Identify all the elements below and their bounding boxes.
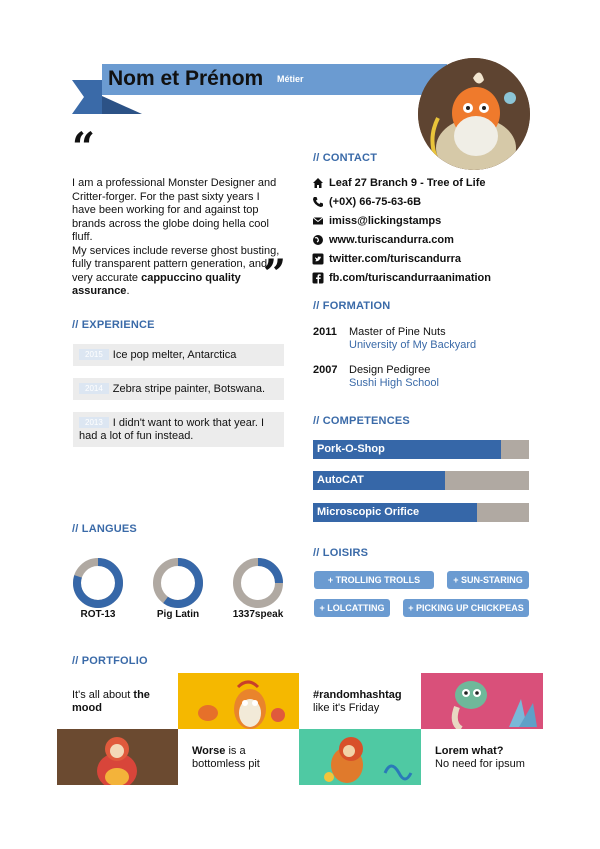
language-label: 1337speak (232, 609, 284, 620)
langues-title: // LANGUES (72, 523, 137, 535)
phone-text: (+0X) 66-75-63-6B (329, 196, 422, 208)
about-end: . (126, 285, 130, 297)
language-ring (232, 557, 284, 609)
contact-web (312, 234, 454, 246)
about-bold: cappuccino quality assurance (72, 271, 241, 297)
facebook-icon (312, 272, 324, 284)
skill-label: Microscopic Orifice (317, 506, 420, 518)
skill-bar (313, 440, 529, 459)
caption-text: is a bottomless pit (192, 745, 260, 770)
experience-text: I didn't want to work that year. I had a lot of fun instead. (79, 417, 265, 442)
language-label: Pig Latin (156, 609, 200, 620)
loisirs-title: // LOISIRS (313, 547, 369, 559)
skill-label: Pork-O-Shop (317, 443, 385, 455)
formation-title: // FORMATION (313, 300, 391, 312)
twitter-link[interactable]: twitter.com/turiscandurra (329, 253, 462, 265)
hobby-tag: + TROLLING TROLLS (314, 571, 434, 589)
portfolio-image[interactable] (178, 673, 299, 729)
job-title: Métier (277, 74, 304, 84)
facebook-link[interactable]: fb.com/turiscandurraanimation (329, 272, 491, 284)
caption-bold: #randomhashtag (313, 689, 402, 701)
formation-degree: Master of Pine Nuts (349, 326, 446, 338)
formation-school: Sushi High School (349, 377, 439, 389)
portfolio-caption (313, 689, 418, 715)
about-text (72, 177, 287, 299)
formation-year: 2007 (313, 364, 338, 376)
quote-open-icon: “ (72, 124, 96, 171)
web-link[interactable]: www.turiscandurra.com (329, 234, 454, 246)
hobby-tag: + PICKING UP CHICKPEAS (403, 599, 529, 617)
contact-email (312, 215, 441, 227)
email-text[interactable]: imiss@lickingstamps (329, 215, 442, 227)
portfolio-image[interactable] (57, 729, 178, 785)
experience-year: 2015 (79, 349, 109, 360)
portfolio-caption (192, 745, 292, 771)
skill-label: AutoCAT (317, 474, 364, 486)
contact-title: // CONTACT (313, 152, 378, 164)
caption-bold: the mood (72, 689, 150, 714)
portfolio-title: // PORTFOLIO (72, 655, 148, 667)
experience-title: // EXPERIENCE (72, 319, 155, 331)
competences-title: // COMPETENCES (313, 415, 410, 427)
caption-bold: Worse (192, 745, 226, 757)
language-ring (72, 557, 124, 609)
quote-close-icon: ” (263, 251, 287, 298)
portfolio-image[interactable] (299, 729, 421, 785)
caption-text: No need for ipsum (435, 758, 525, 770)
caption-text: like it's Friday (313, 702, 380, 714)
experience-text: Ice pop melter, Antarctica (112, 349, 237, 361)
contact-phone (312, 196, 421, 208)
about-part1: I am a professional Monster Designer and Critter-forger. For the past sixty years I have been working for and against top brands across the globe doing hella cool fluff. (72, 177, 277, 243)
about-part2: My services include reverse ghost busting, fully transparent pattern generation, and very accurate (72, 244, 280, 284)
caption-text: It's all about (72, 689, 134, 701)
skill-bar (313, 503, 529, 522)
twitter-icon (312, 253, 324, 265)
experience-year: 2014 (79, 383, 109, 394)
contact-facebook (312, 272, 491, 284)
mail-icon (312, 215, 324, 227)
experience-year: 2013 (79, 417, 109, 428)
portfolio-image[interactable] (421, 673, 543, 729)
phone-icon (312, 196, 324, 208)
experience-item (73, 412, 284, 447)
experience-item (73, 344, 284, 366)
experience-text: Zebra stripe painter, Botswana. (112, 383, 266, 395)
caption-bold: Lorem what? (435, 745, 504, 757)
formation-school: University of My Backyard (349, 339, 477, 351)
formation-year: 2011 (313, 326, 337, 338)
profile-photo (418, 58, 530, 170)
address-text: Leaf 27 Branch 9 - Tree of Life (329, 177, 486, 189)
home-icon (312, 177, 324, 189)
contact-twitter (312, 253, 461, 265)
experience-item (73, 378, 284, 400)
full-name: Nom et Prénom (108, 67, 264, 90)
hobby-tag: + LOLCATTING (314, 599, 390, 617)
globe-icon (312, 234, 324, 246)
language-ring (152, 557, 204, 609)
formation-degree: Design Pedigree (349, 364, 431, 376)
hobby-tag: + SUN-STARING (447, 571, 529, 589)
language-label: ROT-13 (80, 609, 116, 620)
portfolio-caption (72, 689, 172, 715)
portfolio-caption (435, 745, 535, 771)
contact-address (312, 177, 486, 189)
skill-bar (313, 471, 529, 490)
